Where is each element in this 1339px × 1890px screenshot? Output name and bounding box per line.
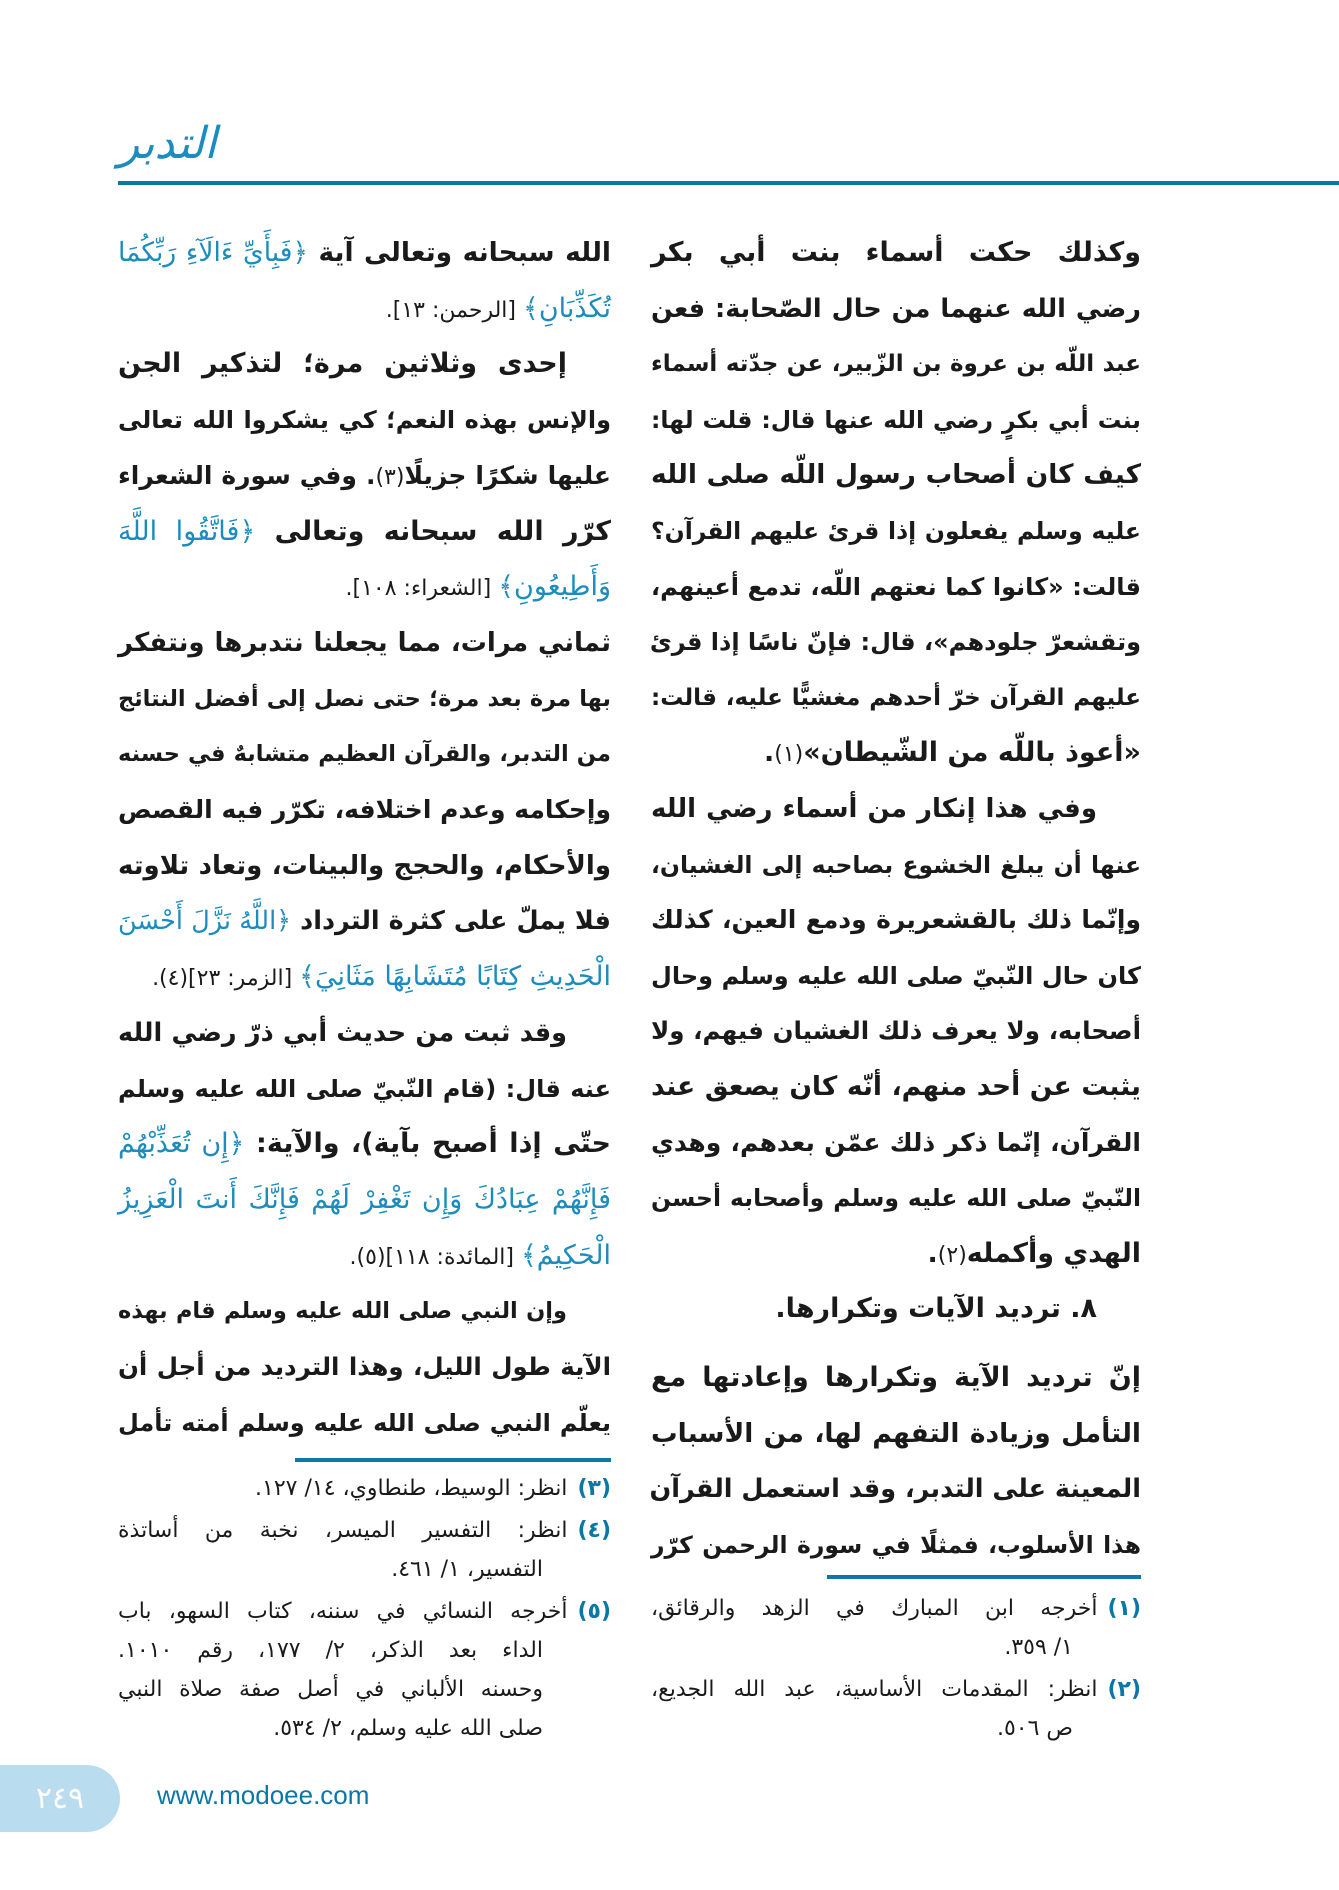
left-column	[118, 0, 611, 1890]
footnote-number: (٤)	[577, 1518, 611, 1543]
page-number: ٢٤٩	[0, 1765, 120, 1832]
footnote-text: أخرجه ابن المبارك في الزهد والرقائق،	[651, 1596, 1098, 1621]
text-line	[118, 838, 611, 894]
text-line	[651, 447, 1141, 503]
body-text: يثبت عن أحد منهم، أنّه كان يصعق عند	[651, 1071, 1141, 1102]
body-text: الهدي وأكمله	[966, 1237, 1141, 1269]
body-text: المعينة على التدبر، وقد استعمل القرآن	[649, 1474, 1141, 1505]
text-line	[118, 615, 611, 671]
text-line	[118, 559, 611, 615]
text-line	[651, 892, 1141, 948]
text-line	[651, 1281, 1141, 1337]
text-line	[651, 781, 1141, 837]
body-text: وإن النبي صلى الله عليه وسلم قام بهذه	[118, 1298, 567, 1325]
text-line	[118, 392, 611, 448]
body-text: والأحكام، والحجج والبينات، وتعاد تلاوته	[118, 850, 611, 881]
text-line	[118, 893, 611, 949]
text-line	[651, 1115, 1141, 1171]
footnote	[651, 1710, 1141, 1748]
text-line	[118, 1228, 611, 1284]
body-text: من التدبر، والقرآن العظيم متشابهٌ في حسنه	[118, 741, 611, 768]
body-text: إنّ ترديد الآية وتكرارها وإعادتها مع	[651, 1362, 1141, 1393]
website-link[interactable]: www.modoee.com	[157, 1780, 370, 1810]
footnote-text: الداء بعد الذكر، ٢/ ١٧٧، رقم ١٠١٠.	[118, 1638, 543, 1663]
footnote-text: انظر: الوسيط، طنطاوي، ١٤/ ١٢٧.	[255, 1476, 568, 1501]
quran-verse: ﴿فَاتَّقُوا اللَّهَ	[118, 515, 256, 547]
footnote	[118, 1710, 611, 1748]
body-text: عليه وسلم يفعلون إذا قرئ عليهم القرآن؟	[651, 517, 1141, 545]
body-text: بنت أبي بكرٍ رضي الله عنها قال: قلت لها:	[651, 405, 1141, 434]
text-line	[651, 225, 1141, 281]
footnote-number: (٢)	[1107, 1677, 1141, 1702]
footnote-divider-left	[295, 1458, 611, 1462]
body-text: .	[927, 1237, 938, 1269]
text-line	[651, 1517, 1141, 1573]
text-line	[651, 281, 1141, 337]
text-line	[651, 392, 1141, 448]
body-text: التأمل وزيادة التفهم لها، من الأسباب	[651, 1417, 1141, 1449]
body-text: هذا الأسلوب، فمثلًا في سورة الرحمن كرّر	[651, 1531, 1141, 1560]
quran-verse: وَأَطِيعُونِ﴾	[498, 571, 611, 603]
text-line	[651, 336, 1141, 392]
text-line	[651, 1170, 1141, 1226]
text-line	[651, 837, 1141, 893]
body-text: رضي الله عنهما من حال الصّحابة: فعن	[651, 293, 1141, 324]
body-text: كان حال النّبيّ صلى الله عليه وسلم وحال	[651, 961, 1141, 990]
text-line	[118, 281, 611, 337]
footnote-divider-right	[827, 1575, 1141, 1579]
quran-verse: ﴿فَبِأَيِّ ءَالَآءِ رَبِّكُمَا	[118, 237, 308, 268]
text-line	[118, 504, 611, 560]
footnote-text: انظر: المقدمات الأساسية، عبد الله الجديع،	[651, 1677, 1098, 1702]
body-text: قالت: «كانوا كما نعتهم اللّه، تدمع أعينهم،	[651, 572, 1141, 601]
body-text: «أعوذ باللّه من الشّيطان»	[803, 737, 1141, 769]
text-line	[118, 448, 611, 504]
body-text: يعلّم النبي صلى الله عليه وسلم أمته تأمل	[118, 1408, 611, 1437]
body-text: وفي هذا إنكار من أسماء رضي الله	[651, 794, 1097, 824]
footnote-text: انظر: التفسير الميسر، نخبة من أساتذة	[118, 1518, 568, 1543]
text-line	[118, 1005, 611, 1061]
text-line	[651, 1461, 1141, 1517]
text-line	[118, 1283, 611, 1339]
footnote	[651, 1671, 1141, 1709]
body-text: الآية طول الليل، وهذا الترديد من أجل أن	[118, 1352, 611, 1381]
footnote-text: وحسنه الألباني في أصل صفة صلاة النبي	[118, 1677, 543, 1702]
footnote-text: ص ٥٠٦.	[996, 1716, 1073, 1741]
body-text: وتقشعرّ جلودهم»، قال: فإنّ ناسًا إذا قرئ	[649, 628, 1141, 657]
text-line	[651, 1226, 1141, 1282]
body-text: الله سبحانه وتعالى آية	[307, 237, 611, 268]
body-text: وإنّما ذلك بالقشعريرة ودمع العين، كذلك	[651, 905, 1141, 935]
body-text: حتّى إذا أصبح بآية)، والآية:	[244, 1128, 612, 1160]
body-text: . وفي سورة الشعراء	[118, 460, 376, 490]
text-line	[118, 1116, 611, 1172]
text-line	[118, 336, 611, 392]
reference: [الشعراء: ١٠٨].	[345, 576, 499, 602]
text-line	[651, 948, 1141, 1004]
body-text: .	[763, 737, 775, 769]
reference: [المائدة: ١١٨](٥).	[349, 1244, 521, 1270]
quran-verse: تُكَذِّبَانِ﴾	[523, 292, 611, 324]
body-text: بها مرة بعد مرة؛ حتى نصل إلى أفضل النتائج	[118, 685, 611, 712]
body-text: عليهم القرآن خرّ أحدهم مغشيًّا عليه، قالت:	[651, 684, 1141, 711]
text-line	[118, 1395, 611, 1451]
text-line	[651, 725, 1141, 781]
text-line	[118, 782, 611, 838]
body-text: كيف كان أصحاب رسول اللّه صلى الله	[651, 459, 1141, 491]
reference: (٣)	[375, 464, 405, 490]
quran-verse: الْحَدِيثِ كِتَابًا مُتَشَابِهًا مَثَانِيَ﴾	[299, 961, 611, 993]
quran-verse: فَإِنَّهُمْ عِبَادُكَ وَإِن تَغْفِرْ لَهُمْ فَإِنَّكَ أَنتَ الْعَزِيزُ	[118, 1183, 611, 1215]
body-text: ٨. ترديد الآيات وتكرارها.	[775, 1293, 1097, 1325]
text-line	[118, 1172, 611, 1228]
body-text: النّبيّ صلى الله عليه وسلم وأصحابه أحسن	[651, 1184, 1141, 1213]
text-line	[118, 1339, 611, 1395]
body-text: كرّر الله سبحانه وتعالى	[255, 515, 611, 547]
body-text: ثماني مرات، مما يجعلنا نتدبرها ونتفكر	[118, 627, 611, 658]
text-line	[651, 670, 1141, 726]
footnote	[118, 1632, 611, 1670]
reference: [الرحمن: ١٣].	[385, 297, 523, 323]
text-line	[651, 614, 1141, 670]
body-text: وقد ثبت من حديث أبي ذرّ رضي الله	[118, 1017, 567, 1048]
footnote	[118, 1551, 611, 1589]
text-line	[651, 1406, 1141, 1462]
body-text: عبد اللّه بن عروة بن الزّبير، عن جدّته أسماء	[651, 351, 1141, 378]
body-text: وكذلك حكت أسماء بنت أبي بكر	[651, 237, 1141, 268]
text-line	[118, 726, 611, 782]
reference: [الزمر: ٢٣](٤).	[152, 966, 300, 992]
footnote	[118, 1512, 611, 1550]
footnote-text: صلى الله عليه وسلم، ٢/ ٥٣٤.	[273, 1716, 543, 1741]
right-column	[651, 0, 1141, 1890]
footnote	[118, 1671, 611, 1709]
footnote	[118, 1593, 611, 1631]
footnote-number: (٣)	[577, 1476, 611, 1501]
text-line	[651, 1059, 1141, 1115]
reference: (٢)	[937, 1242, 967, 1268]
body-text: عليها شكرًا جزيلًا	[404, 460, 611, 490]
text-line	[651, 1003, 1141, 1059]
reference: (١)	[774, 742, 804, 768]
text-line	[118, 1061, 611, 1117]
quran-verse: ﴿إِن تُعَذِّبْهُمْ	[118, 1128, 245, 1160]
quran-verse: ﴿اللَّهُ نَزَّلَ أَحْسَنَ	[118, 906, 292, 937]
footnote-text: ١/ ٣٥٩.	[1004, 1635, 1073, 1660]
text-line	[651, 503, 1141, 559]
body-text: والإنس بهذه النعم؛ كي يشكروا الله تعالى	[118, 406, 611, 435]
footnote-number: (٥)	[577, 1599, 611, 1624]
footnote-number: (١)	[1107, 1596, 1141, 1621]
chapter-title: التدبر	[118, 118, 217, 169]
body-text: أصحابه، ولا يعرف ذلك الغشيان فيهم، ولا	[651, 1016, 1141, 1046]
footnote	[651, 1590, 1141, 1628]
text-line	[118, 225, 611, 281]
body-text: فلا يملّ على كثرة الترداد	[291, 906, 611, 937]
footnote	[118, 1470, 611, 1508]
body-text: عنه قال: (قام النّبيّ صلى الله عليه وسلم	[118, 1074, 611, 1103]
footnote-text: التفسير، ١/ ٤٦١.	[391, 1557, 543, 1582]
body-text: عنها أن يبلغ الخشوع بصاحبه إلى الغشيان،	[651, 850, 1141, 879]
text-line	[118, 949, 611, 1005]
footnote	[651, 1629, 1141, 1667]
body-text: إحدى وثلاثين مرة؛ لتذكير الجن	[118, 348, 567, 380]
text-line	[651, 1350, 1141, 1406]
quran-verse: الْحَكِيمُ﴾	[520, 1239, 611, 1271]
footnote-text: أخرجه النسائي في سننه، كتاب السهو، باب	[118, 1599, 568, 1624]
body-text: القرآن، إنّما ذكر ذلك عمّن بعدهم، وهدي	[651, 1127, 1141, 1157]
text-line	[118, 671, 611, 727]
body-text: وإحكامه وعدم اختلافه، تكرّر فيه القصص	[118, 795, 611, 824]
text-line	[651, 559, 1141, 615]
